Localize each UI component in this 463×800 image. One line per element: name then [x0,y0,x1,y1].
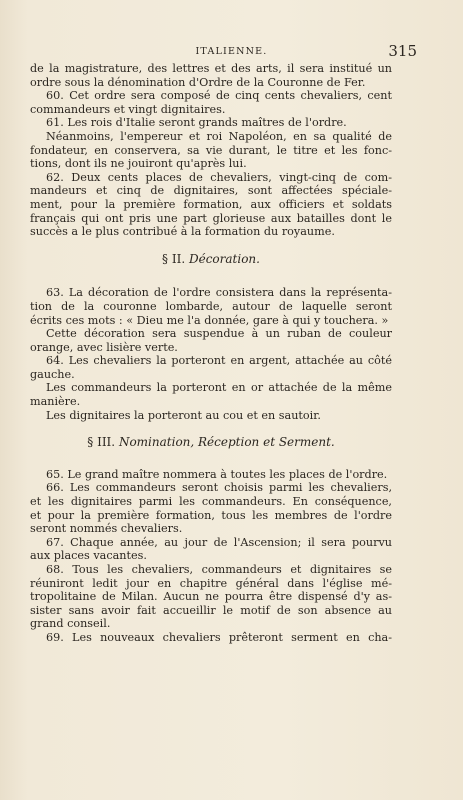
text-line: Les commandeurs la porteront en or attachée de la même [46,381,392,395]
article-60 [30,89,392,116]
paragraph [30,62,392,89]
section-title: Décoration. [188,251,260,266]
text-line: tion de la couronne lombarde, autour de laquelle seront [30,299,392,313]
text-line: 64. Les chevaliers la porteront en argent, attachée au côté [46,354,392,368]
text-line: 67. Chaque année, au jour de l'Ascension; il sera pourvu [46,535,392,549]
text-line: français qui ont pris une part glorieuse aux batailles dont le [30,211,392,225]
text-line: 62. Deux cents places de chevaliers, vingt-cinq de com- [46,170,392,184]
article-63 [30,286,392,327]
text-line: Cette décoration sera suspendue à un ruban de couleur [46,327,392,341]
text-line: grand conseil. [30,617,111,631]
text-line: tropolitaine de Milan. Aucun ne pourra être dispensé d'y as- [30,590,392,604]
section-title: Nomination, Réception et Serment. [118,435,335,450]
section-number: § III. [87,435,116,450]
text-line: aux places vacantes. [30,549,147,563]
article-62 [30,171,392,239]
text-line: 68. Tous les chevaliers, commandeurs et dignitaires se [46,563,392,576]
text-line: 60. Cet ordre sera composé de cinq cents chevaliers, cent [46,89,392,103]
page-header [0,44,463,64]
article-64 [30,354,392,381]
article-66 [30,481,392,535]
text-line: ordre sous la dénomination d'Ordre de la Couronne de Fer. [30,75,366,89]
page-number: 315 [388,42,417,60]
text-line: seront nommés chevaliers. [30,522,183,536]
text-line: mandeurs et cinq de dignitaires, sont affectées spéciale- [30,184,392,198]
text-line: 66. Les commandeurs seront choisis parmi les chevaliers, [46,481,392,495]
text-line: 63. La décoration de l'ordre consistera dans la représenta- [46,286,392,300]
running-head: ITALIENNE. [195,46,268,57]
text-line: commandeurs et vingt dignitaires. [30,102,226,116]
text-line: Les dignitaires la porteront au cou et en sautoir. [46,408,321,422]
section-heading-decoration [30,253,392,267]
text-line: et les dignitaires parmi les commandeurs. En conséquence, [30,495,392,509]
article-65 [30,468,392,482]
text-line: et pour la première formation, tous les membres de l'ordre [30,508,392,522]
article-61 [30,116,392,130]
article-67 [30,536,392,563]
page-body [30,62,392,645]
text-line: 61. Les rois d'Italie seront grands maîtres de l'ordre. [46,116,347,130]
text-line: orange, avec lisière verte. [30,340,178,354]
text-line: Néanmoins, l'empereur et roi Napoléon, en sa qualité de [46,129,392,143]
section-heading-nomination [30,436,392,450]
text-line: manière. [30,395,81,409]
section-number: § II. [162,251,186,266]
text-line: gauche. [30,367,75,381]
text-line: fondateur, en conservera, sa vie durant, le titre et les fonc- [30,143,392,157]
text-line: ment, pour la première formation, aux officiers et soldats [30,197,392,211]
text-line: 65. Le grand maître nommera à toutes les places de l'ordre. [46,467,388,481]
text-line: de la magistrature, des lettres et des arts, il sera institué un [30,62,392,75]
paragraph [30,327,392,354]
article-69 [30,631,392,645]
text-line: écrits ces mots : « Dieu me l'a donnée, gare à qui y touchera. » [30,313,389,327]
text-line: 69. Les nouveaux chevaliers prêteront serment en cha- [46,630,392,644]
text-line: succès a le plus contribué à la formation du royaume. [30,225,335,239]
text-line: réuniront ledit jour en chapitre général dans l'église mé- [30,576,392,590]
text-line: tions, dont ils ne jouiront qu'après lui. [30,157,247,171]
paragraph [30,381,392,408]
paragraph [30,130,392,171]
text-line: sister sans avoir fait accueillir le motif de son absence au [30,603,392,617]
article-68 [30,563,392,631]
paragraph [30,409,392,423]
